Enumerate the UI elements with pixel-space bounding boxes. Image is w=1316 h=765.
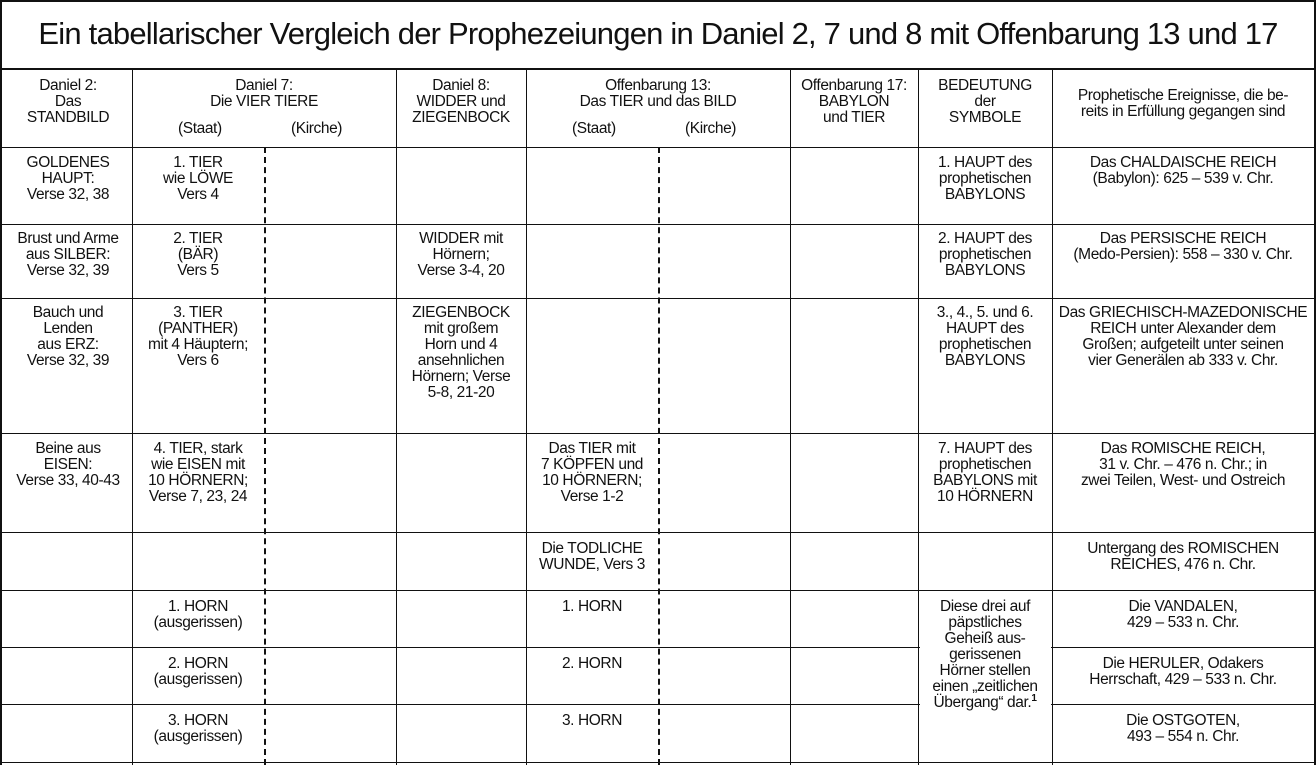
row-divider	[0, 590, 1316, 591]
cell-daniel7-row4: 4. TIER, stark wie EISEN mit 10 HÖRNERN; Verse 7, 23, 24	[148, 441, 248, 505]
cell-bedeutung-row3: 3., 4., 5. und 6. HAUPT des prophetischen BABYLONS	[936, 305, 1034, 369]
column-divider	[396, 70, 397, 765]
cell-ereignis-row7: Die HERULER, Odakers Herrschaft, 429 – 533 n. Chr.	[1089, 656, 1277, 688]
cell-bedeutung-row4: 7. HAUPT des prophetischen BABYLONS mit 10 HÖRNERN	[933, 441, 1037, 505]
cell-ereignis-row5: Untergang des RÖMISCHEN REICHES, 476 n. Chr.	[1087, 541, 1279, 573]
cell-daniel7-row2: 2. TIER (BÄR) Vers 5	[173, 231, 223, 279]
daniel7-staat-kirche-divider	[264, 147, 266, 765]
horn-note-text: Diese drei auf päpstliches Geheiß aus- gerissenen Hörner stellen einen „zeitlichen Übergang“ dar.	[932, 598, 1038, 711]
cell-offb13-row4: Das TIER mit 7 KÖPFEN und 10 HÖRNERN; Verse 1-2	[540, 441, 644, 505]
header-offenbarung-13: Offenbarung 13: Das TIER und das BILD	[579, 77, 737, 110]
cell-daniel8-row3: ZIEGENBOCK mit großem Horn und 4 ansehnlichen Hörnern; Verse 5-8, 21-20	[411, 305, 511, 401]
cell-ereignis-row2: Das PERSISCHE REICH (Medo-Persien): 558 – 330 v. Chr.	[1073, 231, 1293, 263]
column-divider	[790, 70, 791, 765]
cell-daniel2-row3: Bauch und Lenden aus ERZ: Verse 32, 39	[26, 305, 110, 369]
row-divider	[0, 704, 1316, 705]
horn-note	[918, 599, 1052, 711]
cell-daniel8-row2: WIDDER mit Hörnern; Verse 3-4, 20	[417, 231, 505, 279]
cell-bedeutung-row1: 1. HAUPT des prophetischen BABYLONS	[938, 155, 1032, 203]
cell-daniel7-row7: 2. HORN (ausgerissen)	[153, 656, 243, 688]
cell-daniel2-row2: Brust und Arme aus SILBER: Verse 32, 39	[17, 231, 119, 279]
cell-ereignis-row6: Die VANDALEN, 429 – 533 n. Chr.	[1126, 599, 1240, 631]
row-divider	[0, 647, 1316, 648]
row-divider	[0, 147, 1316, 148]
row-divider	[0, 433, 1316, 434]
header-daniel-7-staat: (Staat)	[178, 120, 222, 137]
cell-offb13-row7: 2. HORN	[561, 656, 623, 672]
header-daniel-7-kirche: (Kirche)	[291, 120, 343, 137]
header-daniel-8: Daniel 8: WIDDER und ZIEGENBOCK	[412, 77, 510, 126]
row-divider	[0, 762, 1316, 763]
page-title: Ein tabellarischer Vergleich der Prophezeiungen in Daniel 2, 7 und 8 mit Offenbarung 13 und 17	[0, 0, 1316, 70]
cell-daniel2-row1: GOLDENES HAUPT: Verse 32, 38	[26, 155, 110, 203]
header-ereignisse: Prophetische Ereignisse, die be- reits in Erfüllung gegangen sind	[1077, 87, 1289, 120]
header-offenbarung-17: Offenbarung 17: BABYLON und TIER	[801, 77, 907, 126]
cell-ereignis-row8: Die OSTGOTEN, 493 – 554 n. Chr.	[1126, 713, 1240, 745]
cell-offb13-row6: 1. HORN	[561, 599, 623, 615]
cell-ereignis-row4: Das RÖMISCHE REICH, 31 v. Chr. – 476 n. Chr.; in zwei Teilen, West- und Ostreich	[1080, 441, 1286, 489]
cell-daniel2-row4: Beine aus EISEN: Verse 33, 40-43	[16, 441, 120, 489]
row-divider	[0, 224, 1316, 225]
horn-note-footnote: 1	[1031, 692, 1037, 704]
cell-daniel7-row8: 3. HORN (ausgerissen)	[153, 713, 243, 745]
cell-ereignis-row1: Das CHALDÄISCHE REICH (Babylon): 625 – 539 v. Chr.	[1089, 155, 1277, 187]
offb13-staat-kirche-divider	[658, 147, 660, 765]
header-bedeutung: BEDEUTUNG der SYMBOLE	[938, 77, 1032, 126]
header-offenbarung-13-staat: (Staat)	[572, 120, 616, 137]
cell-offb13-row5: Die TÖDLICHE WUNDE, Vers 3	[539, 541, 645, 573]
cell-offb13-row8: 3. HORN	[561, 713, 623, 729]
cell-daniel7-row1: 1. TIER wie LÖWE Vers 4	[162, 155, 233, 203]
cell-daniel7-row3: 3. TIER (PANTHER) mit 4 Häuptern; Vers 6	[148, 305, 248, 369]
cell-ereignis-row3: Das GRIECHISCH-MAZEDONISCHE REICH unter Alexander dem Großen; aufgeteilt unter seinen vier Generälen ab 333 v. Chr.	[1058, 305, 1308, 369]
header-daniel-7: Daniel 7: Die VIER TIERE	[210, 77, 318, 110]
cell-daniel7-row6: 1. HORN (ausgerissen)	[153, 599, 243, 631]
row-divider	[0, 532, 1316, 533]
cell-bedeutung-row2: 2. HAUPT des prophetischen BABYLONS	[938, 231, 1032, 279]
row-divider	[0, 298, 1316, 299]
header-offenbarung-13-kirche: (Kirche)	[685, 120, 737, 137]
header-daniel-2: Daniel 2: Das STANDBILD	[26, 77, 110, 126]
